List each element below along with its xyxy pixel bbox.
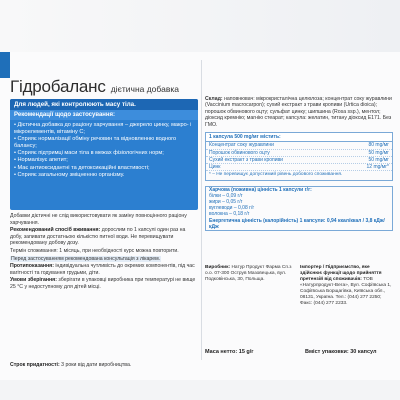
ingredient-name: Порошок обвинового оцту <box>209 149 270 156</box>
list-item: • Сприяє загальному зміцненню організму. <box>14 172 194 179</box>
composition-text: наповнювач: мікрокристалічна целюлоза; концентрат соку журавлини (Vaccinium macrocarpon); сухий екстракт з трави кропиви (Urtica dioica); порошок обвинового оцту; сульфат цинку; шипшина (Rosa ssp.), ментол; діоксид кремнію; магнію стеарат; капсула: желатин, титану діоксид E171. Без ГМО. <box>205 96 392 128</box>
dose-text: дорослим по 1 капсулі один раз на добу, запивати достатньою кількістю питної води. Не перевищувати рекомендовану добову дозу. <box>10 227 186 247</box>
dose-paragraph <box>10 227 198 247</box>
importer <box>300 265 392 307</box>
list-item: • Нормалізує апетит; <box>14 157 194 164</box>
storage-text: зберігати в упаковці виробника при температурі не вище 25 °С у недоступному для дітей місці. <box>10 277 196 290</box>
recommendation-list <box>10 120 198 181</box>
manufacturer <box>205 265 297 307</box>
blue-tab <box>0 52 10 78</box>
ingredient-value: 12 mg/мг* <box>366 164 389 171</box>
energy-value: Енергетична цінність (калорійність) 1 капсули: 0,94 ккал/ккал / 3,8 кДж/кДж <box>209 217 385 230</box>
nutrition-line: вуглеводи – 0,08 г/г <box>209 205 255 212</box>
composition <box>205 96 393 128</box>
composition-label: Склад: <box>205 96 223 102</box>
ingredient-value: 50 mg/мг <box>368 156 389 163</box>
nutrition-title: Харчова (поживна) цінність 1 капсули г/г: <box>209 186 312 193</box>
brand <box>10 77 179 97</box>
brand-name: Гідробаланс <box>10 77 106 96</box>
recommendation-box <box>10 99 198 210</box>
contra-paragraph <box>10 263 198 276</box>
top-band-gradient <box>0 0 400 52</box>
manufacturer-info <box>205 265 395 307</box>
ingredient-table-header: 1 капсула 500 mg/мг містить: <box>206 133 392 142</box>
list-item: • Сприяє нормалізації обміну речовин та відновленню водного балансу; <box>14 136 194 150</box>
storage-label: Умови зберігання: <box>10 277 57 284</box>
table-row <box>206 164 392 171</box>
ingredient-name: Концентрат соку журавлини <box>209 142 274 149</box>
consult-paragraph <box>10 256 198 263</box>
recommendation-title: Рекомендації щодо застосування: <box>10 110 198 120</box>
table-footnote: * – Не перевищує допустимий рівень добового споживання. <box>209 172 343 178</box>
nutrition-line: волокна – 0,18 г/г <box>209 211 250 218</box>
dose-label: Рекомендований спосіб вживання: <box>10 227 101 234</box>
nutrition-box <box>205 186 393 231</box>
nutrition-line: білки – 0,09 г/г <box>209 192 243 199</box>
list-item: • Сприяє підтримці маси тіла в межах фізіологічних норм; <box>14 150 194 157</box>
importer-label: Імпортер / Підприємство, яке здійснює функції щодо прийняття претензій від споживачів: <box>300 265 382 282</box>
disclaimer: Добавки дієтичні не слід використовувати як заміну повноцінного раціону харчування. <box>10 213 187 226</box>
nutrition-line: жири – 0,05 г/г <box>209 199 243 206</box>
table-row <box>206 150 392 157</box>
ingredient-value: 50 mg/мг <box>368 149 389 156</box>
table-row <box>206 142 392 149</box>
package-content: Вміст упаковки: 30 капсул <box>305 349 377 355</box>
composition-column <box>205 96 393 231</box>
top-band <box>0 0 400 52</box>
shelf-life <box>10 362 131 368</box>
table-row <box>206 157 392 164</box>
ingredient-table <box>205 132 393 181</box>
target-audience: Для людей, які контролюють масу тіла. <box>10 99 198 110</box>
net-mass: Маса нетто: 15 g/г <box>205 349 254 355</box>
ingredient-name: Цинк <box>209 164 221 171</box>
storage-paragraph <box>10 277 198 290</box>
shelf-life-text: 3 роки від дати виробництва. <box>61 362 132 368</box>
shelf-life-label: Строк придатності: <box>10 362 60 368</box>
consult-text: Перед застосуванням рекомендована консультація з лікарем. <box>11 255 161 262</box>
brand-subtitle: дієтична добавка <box>110 84 179 94</box>
manufacturer-text: Натур Продукт Фарма Сп.з о.о. 07-300 Острув Мазовецька, вул. Подковінська, 30, Польща. <box>205 265 292 282</box>
bottom-band <box>0 380 400 400</box>
course-text: Термін споживання: 1 місяць, при необхідності курс можна повторити. <box>10 247 179 254</box>
list-item: • Дієтична добавка до раціону харчування – джерело цинку, макро- і мікроелементів, вітаміну С; <box>14 122 194 136</box>
importer-text: ТОВ «Натурпродукт-Вега», Вул. Софіївська 1, Софіївська Борщагівка, Київська обл., 08131, Україна. Тел.: (044) 277 2250; Факс: (044) 277 2233. <box>300 277 392 306</box>
usage-text <box>10 213 198 292</box>
manufacturer-label: Виробник: <box>205 265 231 270</box>
ingredient-value: 80 mg/мг <box>368 142 389 149</box>
contra-label: Протипоказання: <box>10 263 54 270</box>
list-item: • Має антиоксидантні та детоксикаційні властивості; <box>14 165 194 172</box>
column-divider <box>201 60 202 360</box>
contra-text: індивідуальна чутливість до окремих компонентів, під час вагітності та годування грудьми, діти. <box>10 263 195 276</box>
ingredient-name: Сухий екстракт з трави кропиви <box>209 156 283 163</box>
